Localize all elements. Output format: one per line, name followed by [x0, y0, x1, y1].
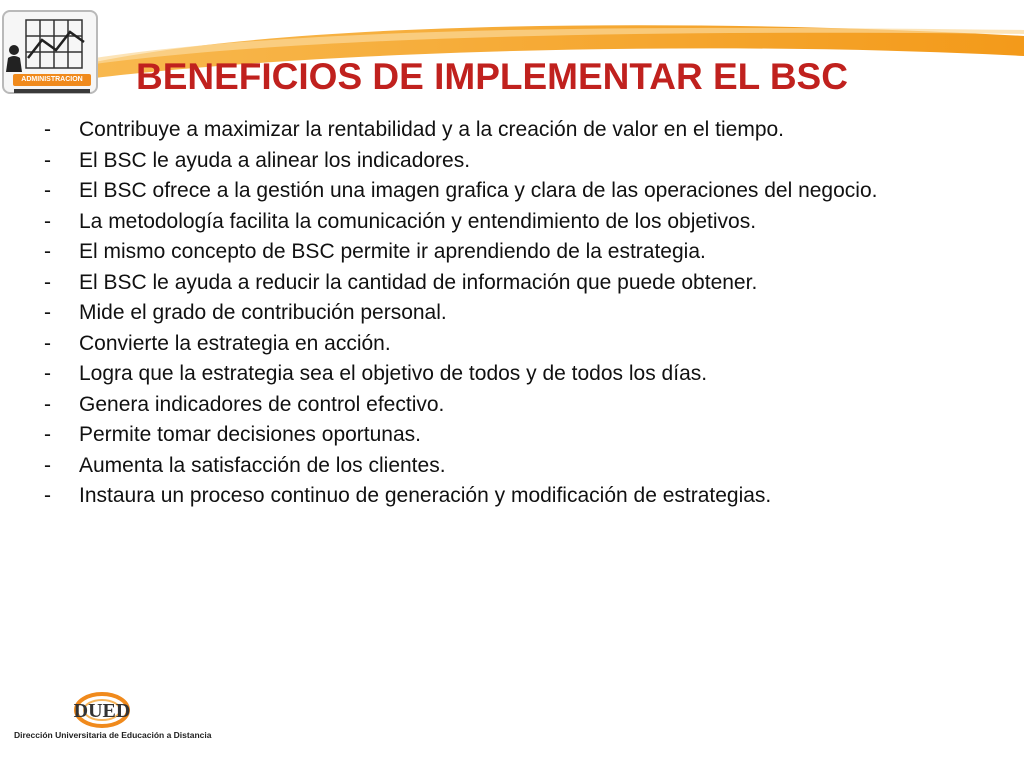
- bullet-dash: -: [44, 118, 51, 141]
- list-item: [44, 237, 989, 268]
- list-item-text: Contribuye a maximizar la rentabilidad y a la creación de valor en el tiempo.: [79, 118, 785, 141]
- bullet-dash: -: [44, 270, 51, 294]
- list-item-text: Aumenta la satisfacción de los clientes.: [79, 453, 446, 477]
- list-item: [44, 451, 989, 482]
- list-item-text: Permite tomar decisiones oportunas.: [79, 423, 421, 446]
- benefits-list: [44, 115, 989, 512]
- dued-logo-text: DUED: [73, 700, 131, 722]
- logo-bar: [14, 89, 90, 93]
- list-item-text: Instaura un proceso continuo de generación y modificación de estrategias.: [79, 484, 772, 507]
- list-item: [44, 329, 989, 360]
- list-item: [44, 115, 989, 146]
- list-item: [44, 298, 989, 329]
- list-item-text: Mide el grado de contribución personal.: [79, 301, 447, 324]
- bullet-dash: -: [44, 423, 51, 446]
- list-item: [44, 481, 989, 512]
- list-item-text: El BSC le ayuda a alinear los indicadores.: [79, 148, 471, 172]
- list-item-text: Genera indicadores de control efectivo.: [79, 392, 445, 416]
- footer-caption: Dirección Universitaria de Educación a Distancia: [14, 730, 212, 740]
- bullet-dash: -: [44, 209, 51, 233]
- list-item-text: El BSC le ayuda a reducir la cantidad de información que puede obtener.: [79, 270, 758, 294]
- list-item: [44, 268, 989, 299]
- bullet-dash: -: [44, 362, 51, 385]
- bullet-dash: -: [44, 179, 51, 202]
- list-item-text: El BSC ofrece a la gestión una imagen grafica y clara de las operaciones del negocio.: [79, 179, 878, 202]
- list-item: [44, 146, 989, 177]
- list-item-text: El mismo concepto de BSC permite ir aprendiendo de la estrategia.: [79, 240, 706, 263]
- list-item: [44, 390, 989, 421]
- list-item-text: Logra que la estrategia sea el objetivo de todos y de todos los días.: [79, 362, 708, 385]
- list-item: [44, 359, 989, 390]
- list-item-text: La metodología facilita la comunicación y entendimiento de los objetivos.: [79, 209, 757, 233]
- dued-logo: [14, 690, 204, 750]
- list-item: [44, 420, 989, 451]
- list-item: [44, 176, 989, 207]
- bullet-dash: -: [44, 331, 51, 355]
- page-title: BENEFICIOS DE IMPLEMENTAR EL BSC: [136, 56, 848, 97]
- logo-label: ADMINISTRACION: [13, 74, 91, 86]
- bullet-dash: -: [44, 392, 51, 416]
- person-icon: [6, 45, 22, 72]
- list-item-text: Convierte la estrategia en acción.: [79, 331, 391, 355]
- bullet-dash: -: [44, 484, 51, 507]
- bullet-dash: -: [44, 240, 51, 263]
- list-item: [44, 207, 989, 238]
- administracion-logo: [2, 10, 98, 94]
- bullet-dash: -: [44, 453, 51, 477]
- bullet-dash: -: [44, 301, 51, 324]
- bullet-dash: -: [44, 148, 51, 172]
